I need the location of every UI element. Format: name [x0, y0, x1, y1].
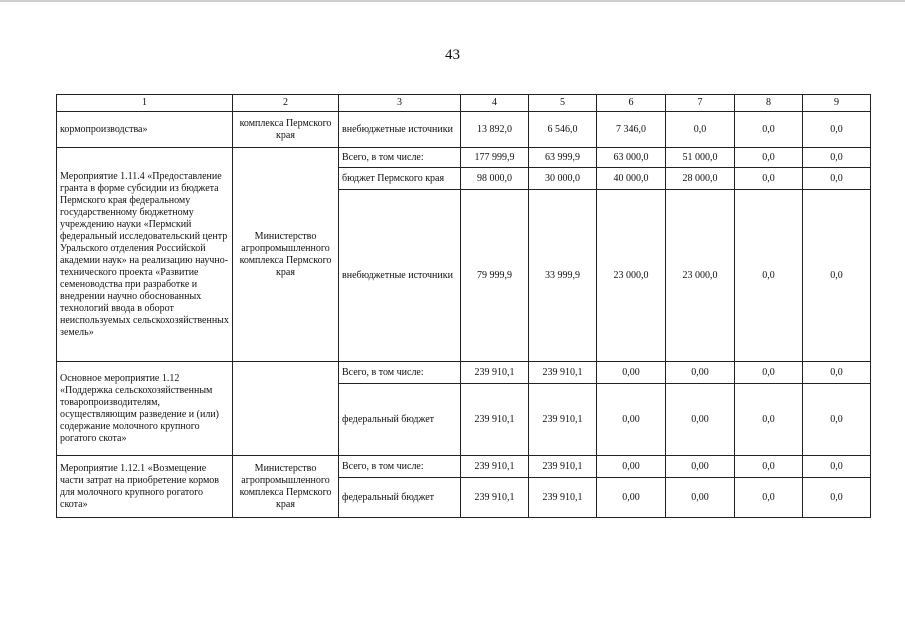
executor: Министерство агропромышленного комплекса Пермского края — [233, 148, 339, 362]
value-cell: 63 000,0 — [597, 148, 666, 168]
value-cell: 0,0 — [666, 112, 735, 148]
header-cell: 8 — [735, 95, 803, 112]
header-cell: 2 — [233, 95, 339, 112]
value-cell: 0,00 — [666, 362, 735, 384]
value-cell: 0,00 — [597, 384, 666, 456]
value-cell: 63 999,9 — [529, 148, 597, 168]
value-cell: 0,0 — [803, 478, 871, 518]
funding-source: федеральный бюджет — [339, 478, 461, 518]
executor: комплекса Пермского края — [233, 112, 339, 148]
value-cell: 0,0 — [735, 384, 803, 456]
executor — [233, 362, 339, 456]
header-cell: 1 — [57, 95, 233, 112]
activity-name: Мероприятие 1.12.1 «Возмещение части затрат на приобретение кормов для молочного крупного рогатого скота» — [57, 456, 233, 518]
header-cell: 5 — [529, 95, 597, 112]
value-cell: 177 999,9 — [461, 148, 529, 168]
value-cell: 51 000,0 — [666, 148, 735, 168]
value-cell: 28 000,0 — [666, 168, 735, 190]
value-cell: 6 546,0 — [529, 112, 597, 148]
funding-source: внебюджетные источники — [339, 190, 461, 362]
header-cell: 9 — [803, 95, 871, 112]
value-cell: 0,00 — [666, 384, 735, 456]
value-cell: 98 000,0 — [461, 168, 529, 190]
value-cell: 0,0 — [735, 112, 803, 148]
header-cell: 7 — [666, 95, 735, 112]
value-cell: 0,00 — [597, 362, 666, 384]
value-cell: 13 892,0 — [461, 112, 529, 148]
activity-name: кормопроизводства» — [57, 112, 233, 148]
value-cell: 239 910,1 — [529, 384, 597, 456]
value-cell: 33 999,9 — [529, 190, 597, 362]
funding-table — [56, 94, 871, 518]
value-cell: 239 910,1 — [461, 384, 529, 456]
page-number: 43 — [445, 47, 460, 63]
table-row — [57, 148, 871, 168]
value-cell: 0,0 — [735, 190, 803, 362]
value-cell: 0,0 — [735, 456, 803, 478]
value-cell: 0,00 — [666, 478, 735, 518]
value-cell: 0,00 — [597, 478, 666, 518]
funding-source: бюджет Пермского края — [339, 168, 461, 190]
table-row — [57, 112, 871, 148]
value-cell: 0,0 — [803, 362, 871, 384]
value-cell: 0,0 — [803, 456, 871, 478]
value-cell: 239 910,1 — [529, 478, 597, 518]
value-cell: 0,0 — [735, 362, 803, 384]
value-cell: 0,0 — [735, 478, 803, 518]
value-cell: 0,0 — [803, 190, 871, 362]
value-cell: 0,0 — [803, 384, 871, 456]
scan-top-edge — [0, 0, 905, 2]
value-cell: 23 000,0 — [597, 190, 666, 362]
funding-source: внебюджетные источники — [339, 112, 461, 148]
value-cell: 7 346,0 — [597, 112, 666, 148]
header-cell: 6 — [597, 95, 666, 112]
value-cell: 0,0 — [803, 148, 871, 168]
value-cell: 23 000,0 — [666, 190, 735, 362]
value-cell: 0,00 — [597, 456, 666, 478]
value-cell: 0,0 — [803, 112, 871, 148]
value-cell: 239 910,1 — [461, 456, 529, 478]
table-row — [57, 456, 871, 478]
value-cell: 0,00 — [666, 456, 735, 478]
value-cell: 239 910,1 — [461, 362, 529, 384]
table-row — [57, 362, 871, 384]
funding-source: Всего, в том числе: — [339, 148, 461, 168]
value-cell: 0,0 — [735, 148, 803, 168]
activity-name: Мероприятие 1.11.4 «Предоставление гранта в форме субсидии из бюджета Пермского края федеральному государственному бюджетному учреждению науки «Пермский федеральный исследовательский центр Уральского отделения Российской академии наук» на реализацию научно-технического проекта «Развитие семеноводства при разработке и внедрении научно обоснованных технологий ввода в оборот неиспользуемых сельскохозяйственных земель» — [57, 148, 233, 362]
value-cell: 79 999,9 — [461, 190, 529, 362]
value-cell: 239 910,1 — [529, 362, 597, 384]
header-cell: 3 — [339, 95, 461, 112]
funding-source: Всего, в том числе: — [339, 362, 461, 384]
value-cell: 30 000,0 — [529, 168, 597, 190]
activity-name: Основное мероприятие 1.12 «Поддержка сельскохозяйственным товаропроизводителям, осуществляющим разведение и (или) содержание молочного крупного рогатого скота» — [57, 362, 233, 456]
funding-source: федеральный бюджет — [339, 384, 461, 456]
value-cell: 40 000,0 — [597, 168, 666, 190]
executor: Министерство агропромышленного комплекса Пермского края — [233, 456, 339, 518]
funding-source: Всего, в том числе: — [339, 456, 461, 478]
header-row — [57, 95, 871, 112]
header-cell: 4 — [461, 95, 529, 112]
value-cell: 0,0 — [735, 168, 803, 190]
value-cell: 0,0 — [803, 168, 871, 190]
value-cell: 239 910,1 — [529, 456, 597, 478]
value-cell: 239 910,1 — [461, 478, 529, 518]
